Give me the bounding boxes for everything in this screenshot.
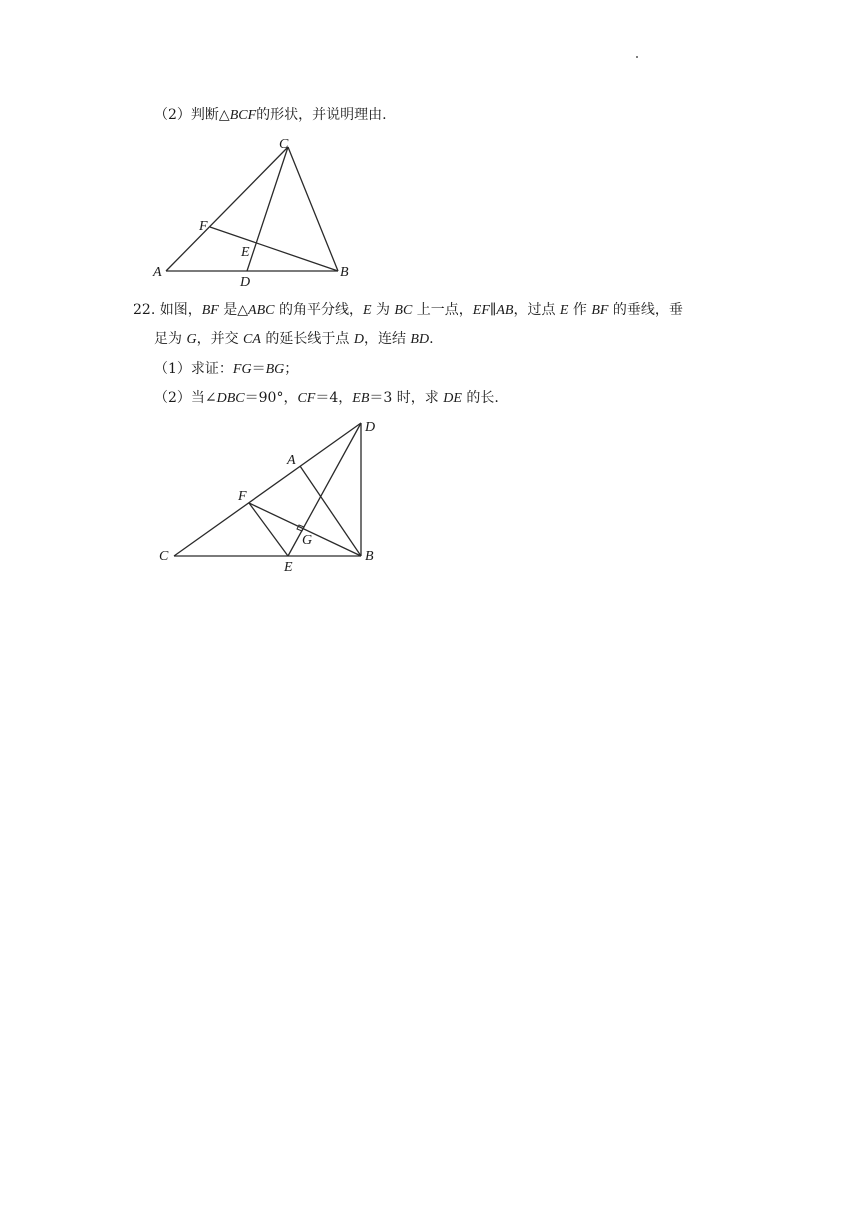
segment-fe bbox=[249, 503, 288, 556]
q22-statement-line2 bbox=[154, 330, 434, 349]
q22-part2-run: ＝4， bbox=[315, 390, 353, 406]
q22-line2-run: ，并交 bbox=[196, 331, 244, 347]
q22-part2-run: DBC bbox=[216, 391, 245, 406]
q22-part1-run: ； bbox=[284, 361, 299, 377]
q22-part2-run: EB bbox=[352, 391, 370, 406]
q22-line1-run: EF bbox=[472, 303, 490, 318]
q22-line1-run: BF bbox=[201, 303, 219, 318]
segment-fb2 bbox=[249, 503, 361, 556]
fig1-label-a: A bbox=[153, 265, 162, 280]
segment-cd2 bbox=[174, 423, 361, 556]
q22-line1-run: 22. 如图， bbox=[133, 302, 202, 318]
segment-cd bbox=[247, 147, 288, 271]
q22-line1-run: 的角平分线， bbox=[274, 302, 363, 318]
fig2-label-f: F bbox=[238, 489, 247, 504]
q22-part1-run: （1）求证： bbox=[154, 361, 233, 377]
q22-part2-run: ＝90°， bbox=[244, 390, 298, 406]
q22-part2 bbox=[154, 389, 499, 408]
q22-line1-run: 是△ bbox=[218, 302, 249, 318]
q22-line2-run: ，连结 bbox=[363, 331, 411, 347]
q22-line2-run: BD bbox=[410, 332, 430, 347]
fig2-label-d: D bbox=[365, 420, 376, 435]
q22-line2-run: . bbox=[429, 331, 434, 347]
fig2-label-g: G bbox=[302, 533, 313, 548]
q21-part2-prefix: （2）判断△ bbox=[154, 107, 230, 123]
q22-line2-run: G bbox=[186, 332, 197, 347]
fig1-label-f: F bbox=[199, 219, 208, 234]
q22-line1-run: E bbox=[559, 303, 569, 318]
q22-line1-run: BF bbox=[591, 303, 609, 318]
fig1-label-e: E bbox=[241, 245, 250, 260]
q22-part1-run: ＝ bbox=[251, 361, 266, 377]
q22-line2-run: 足为 bbox=[154, 331, 187, 347]
q22-line1-run: ABC bbox=[248, 303, 275, 318]
q22-part1 bbox=[154, 360, 298, 379]
fig1-label-d: D bbox=[240, 275, 251, 290]
q22-line2-run: 的延长线于点 bbox=[260, 331, 354, 347]
q22-line2-run: CA bbox=[243, 332, 261, 347]
q22-part2-run: ＝3 时，求 bbox=[369, 390, 444, 406]
segment-ac bbox=[166, 147, 288, 271]
fig2-label-e: E bbox=[284, 560, 293, 575]
q22-line1-run: 为 bbox=[371, 302, 395, 318]
q22-part2-run: DE bbox=[443, 391, 462, 406]
q22-part2-run: CF bbox=[297, 391, 316, 406]
segment-cb bbox=[288, 147, 338, 271]
segment-ed bbox=[288, 423, 361, 556]
segment-fb bbox=[210, 227, 338, 271]
q22-line1-run: 作 bbox=[568, 302, 592, 318]
q22-line1-run: ∥ bbox=[489, 302, 497, 318]
figure-2-lines bbox=[174, 423, 361, 556]
q22-line1-run: AB bbox=[496, 303, 514, 318]
q21-part2-var: BCF bbox=[229, 108, 257, 123]
q22-statement-line1 bbox=[133, 301, 683, 320]
q22-line1-run: E bbox=[362, 303, 372, 318]
figure-1-lines bbox=[166, 147, 338, 271]
fig1-label-b: B bbox=[340, 265, 349, 280]
q22-part2-run: （2）当∠ bbox=[154, 390, 217, 406]
q22-part1-run: BG bbox=[265, 362, 285, 377]
q22-part2-run: 的长. bbox=[461, 390, 499, 406]
q22-line1-run: ，过点 bbox=[513, 302, 560, 318]
q22-line1-run: BC bbox=[394, 303, 413, 318]
q22-line1-run: 的垂线，垂 bbox=[608, 302, 683, 318]
q22-line2-run: D bbox=[353, 332, 364, 347]
fig2-label-b: B bbox=[365, 549, 374, 564]
q21-part2-suffix: 的形状，并说明理由. bbox=[256, 107, 387, 123]
fig2-label-a: A bbox=[287, 453, 296, 468]
fig1-label-c: C bbox=[279, 137, 289, 152]
fig2-label-c: C bbox=[159, 549, 169, 564]
q22-part1-run: FG bbox=[232, 362, 252, 377]
q22-line1-run: 上一点， bbox=[412, 302, 473, 318]
